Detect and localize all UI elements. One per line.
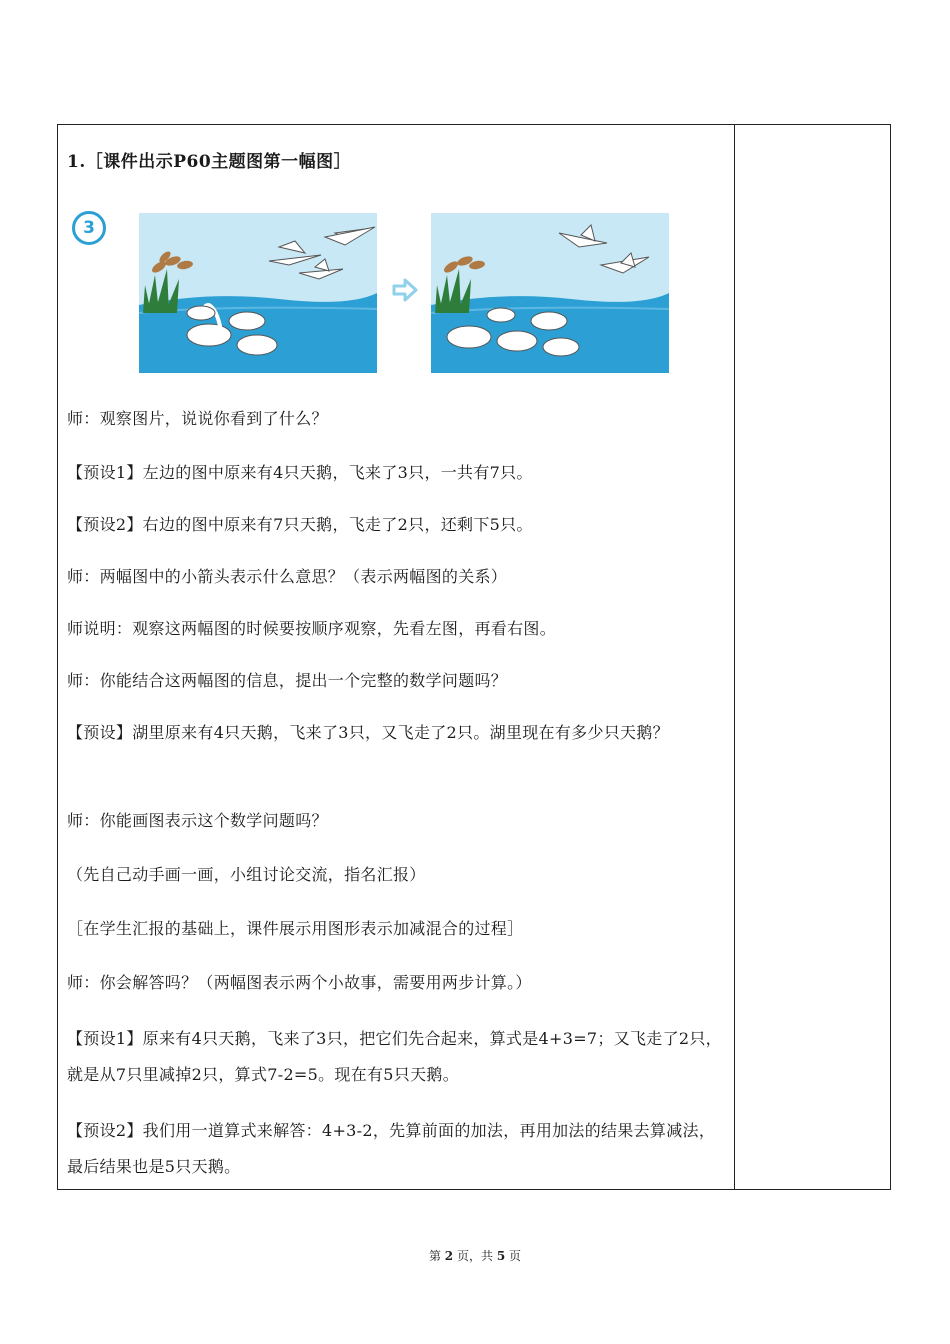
preset-1-solution: 【预设1】原来有4只天鹅，飞来了3只，把它们先合起来，算式是4+3=7；又飞走了2只，就是从7只里减掉2只，算式7-2=5。现在有5只天鹅。 [67,1029,722,1084]
teacher-question-problem: 师：你能结合这两幅图的信息，提出一个完整的数学问题吗？ [67,671,508,690]
teacher-question-draw: 师：你能画图表示这个数学问题吗？ [67,811,328,830]
preset-1-left-image: 【预设1】左边的图中原来有4只天鹅，飞来了3只，一共有7只。 [67,463,533,482]
swan-scene-before-image [139,213,377,373]
footer-middle: 页，共 [456,1249,493,1263]
preset-2-solution: 【预设2】我们用一道算式来解答：4+3-2，先算前面的加法，再用加法的结果去算减法，最后结果也是5只天鹅。 [67,1121,716,1176]
footer-total-pages: 5 [496,1249,506,1263]
page-footer [0,1247,950,1264]
courseware-note: ［在学生汇报的基础上，课件展示用图形表示加减混合的过程］ [67,919,524,938]
footer-suffix: 页 [509,1249,522,1263]
teacher-explanation: 师说明：观察这两幅图的时候要按顺序观察，先看左图，再看右图。 [67,619,557,638]
swan-scene-after-image [431,213,669,373]
activity-instruction: （先自己动手画一画，小组讨论交流，指名汇报） [67,865,426,884]
footer-page-number: 2 [444,1249,454,1263]
badge-number: 3 [83,218,95,238]
lesson-content-cell [58,125,734,1189]
section-heading: 1.［课件出示P60主题图第一幅图］ [67,152,352,172]
table-column-divider [734,125,735,1189]
number-3-circle-icon [72,211,106,245]
teacher-question-observe: 师：观察图片，说说你看到了什么？ [67,409,328,428]
teacher-question-solve: 师：你会解答吗？（两幅图表示两个小故事，需要用两步计算。） [67,973,532,992]
right-arrow-icon [392,277,418,303]
lesson-table [57,124,891,1190]
preset-2-right-image: 【预设2】右边的图中原来有7只天鹅，飞走了2只，还剩下5只。 [67,515,533,534]
teacher-question-arrow: 师：两幅图中的小箭头表示什么意思？（表示两幅图的关系） [67,567,508,586]
preset-problem: 【预设】湖里原来有4只天鹅，飞来了3只，又飞走了2只。湖里现在有多少只天鹅？ [67,723,669,742]
footer-prefix: 第 [428,1249,441,1263]
